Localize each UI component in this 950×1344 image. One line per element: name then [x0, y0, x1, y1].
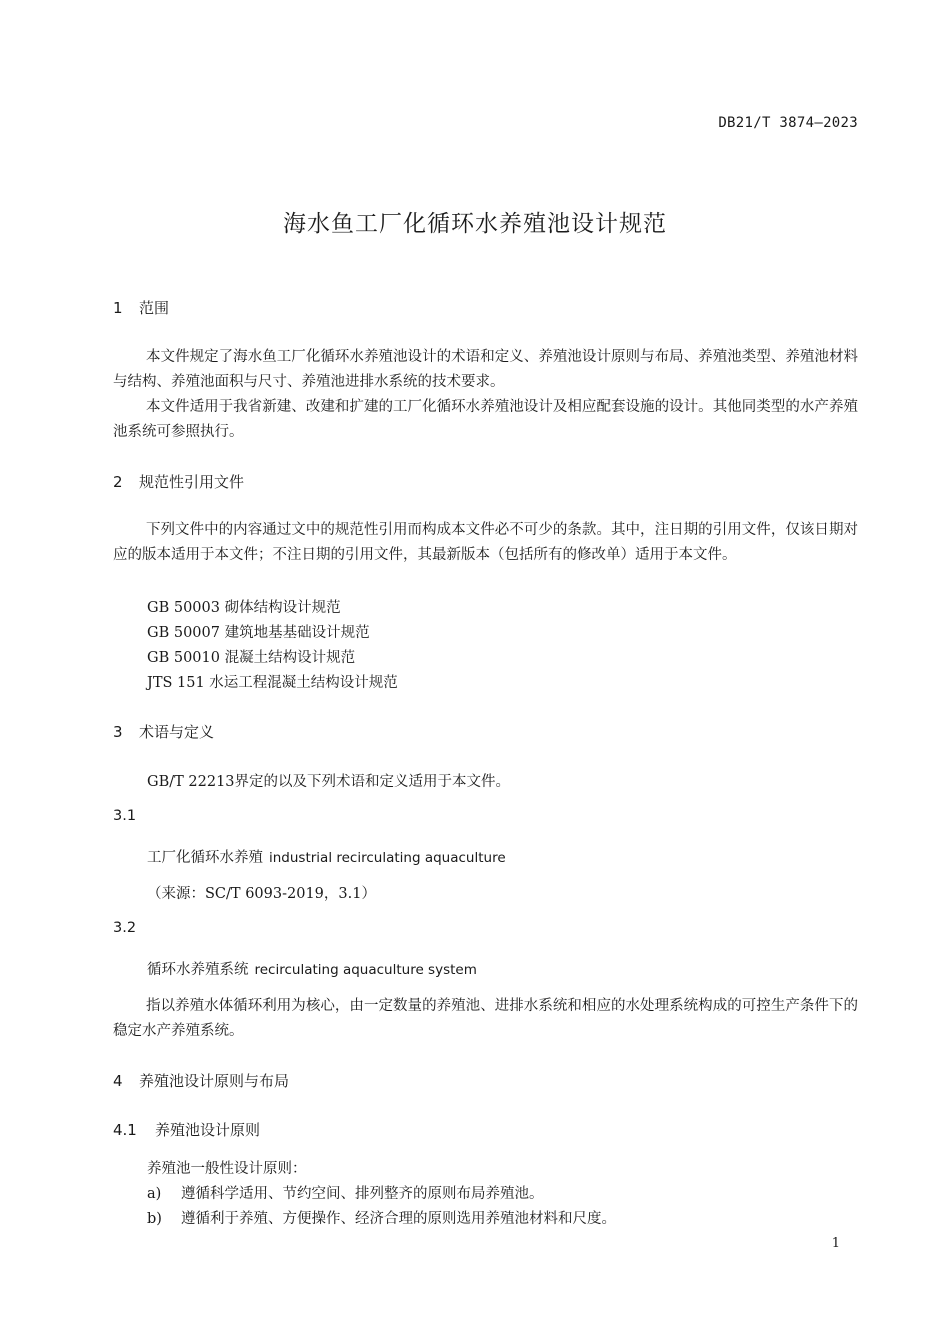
- list-item: [147, 1207, 616, 1228]
- reference-item: GB 50007 建筑地基基础设计规范: [147, 625, 370, 641]
- section-1-heading: [113, 297, 169, 318]
- term-source: （来源：SC/T 6093-2019，3.1）: [147, 886, 376, 902]
- reference-item: GB 50010 混凝土结构设计规范: [147, 650, 356, 666]
- subsection-intro: 养殖池一般性设计原则：: [147, 1161, 307, 1177]
- term-number: 3.2: [113, 920, 137, 936]
- term-zh: 循环水养殖系统: [147, 962, 249, 978]
- section-title: 范围: [139, 299, 170, 317]
- term-definition: 指以养殖水体循环利用为核心，由一定数量的养殖池、进排水系统和相应的水处理系统构成的可控生产条件下的稳定水产养殖系统。: [113, 998, 858, 1039]
- reference-item: GB 50003 砌体结构设计规范: [147, 600, 341, 616]
- subsection-title: 养殖池设计原则: [155, 1121, 261, 1139]
- section-title: 术语与定义: [139, 723, 215, 741]
- section-2-heading: [113, 471, 244, 492]
- section-number: 2: [113, 473, 123, 491]
- section-2-paragraph: 下列文件中的内容通过文中的规范性引用而构成本文件必不可少的条款。其中，注日期的引用文件，仅该日期对应的版本适用于本文件；不注日期的引用文件，其最新版本（包括所有的修改单）适用于本文件。: [113, 522, 858, 563]
- list-item-label: b): [147, 1211, 162, 1227]
- term-en: industrial recirculating aquaculture: [269, 850, 506, 866]
- list-item-label: a): [147, 1186, 162, 1202]
- subsection-number: 4.1: [113, 1121, 137, 1139]
- reference-item: JTS 151 水运工程混凝土结构设计规范: [147, 675, 398, 691]
- section-4-heading: [113, 1070, 289, 1091]
- section-number: 3: [113, 723, 123, 741]
- subsection-4-1-heading: [113, 1119, 260, 1140]
- section-1-paragraph-1: 本文件规定了海水鱼工厂化循环水养殖池设计的术语和定义、养殖池设计原则与布局、养殖池类型、养殖池材料与结构、养殖池面积与尺寸、养殖池进排水系统的技术要求。: [113, 349, 858, 390]
- section-number: 1: [113, 299, 123, 317]
- term-en: recirculating aquaculture system: [254, 962, 477, 978]
- term-zh: 工厂化循环水养殖: [147, 850, 263, 866]
- standard-code: DB21/T 3874—2023: [718, 115, 858, 131]
- term-entry: [147, 846, 506, 867]
- section-3-heading: [113, 721, 214, 742]
- section-number: 4: [113, 1072, 123, 1090]
- term-number: 3.1: [113, 808, 137, 824]
- term-entry: [147, 958, 477, 979]
- section-title: 规范性引用文件: [139, 473, 245, 491]
- list-item: [147, 1182, 544, 1203]
- section-3-intro: GB/T 22213界定的以及下列术语和定义适用于本文件。: [147, 774, 511, 790]
- section-1-paragraph-2: 本文件适用于我省新建、改建和扩建的工厂化循环水养殖池设计及相应配套设施的设计。其他同类型的水产养殖池系统可参照执行。: [113, 399, 858, 440]
- list-item-text: 遵循科学适用、节约空间、排列整齐的原则布局养殖池。: [181, 1186, 544, 1202]
- section-title: 养殖池设计原则与布局: [139, 1072, 290, 1090]
- list-item-text: 遵循利于养殖、方便操作、经济合理的原则选用养殖池材料和尺度。: [181, 1211, 616, 1227]
- document-title: 海水鱼工厂化循环水养殖池设计规范: [283, 211, 667, 237]
- page-number: 1: [831, 1236, 840, 1251]
